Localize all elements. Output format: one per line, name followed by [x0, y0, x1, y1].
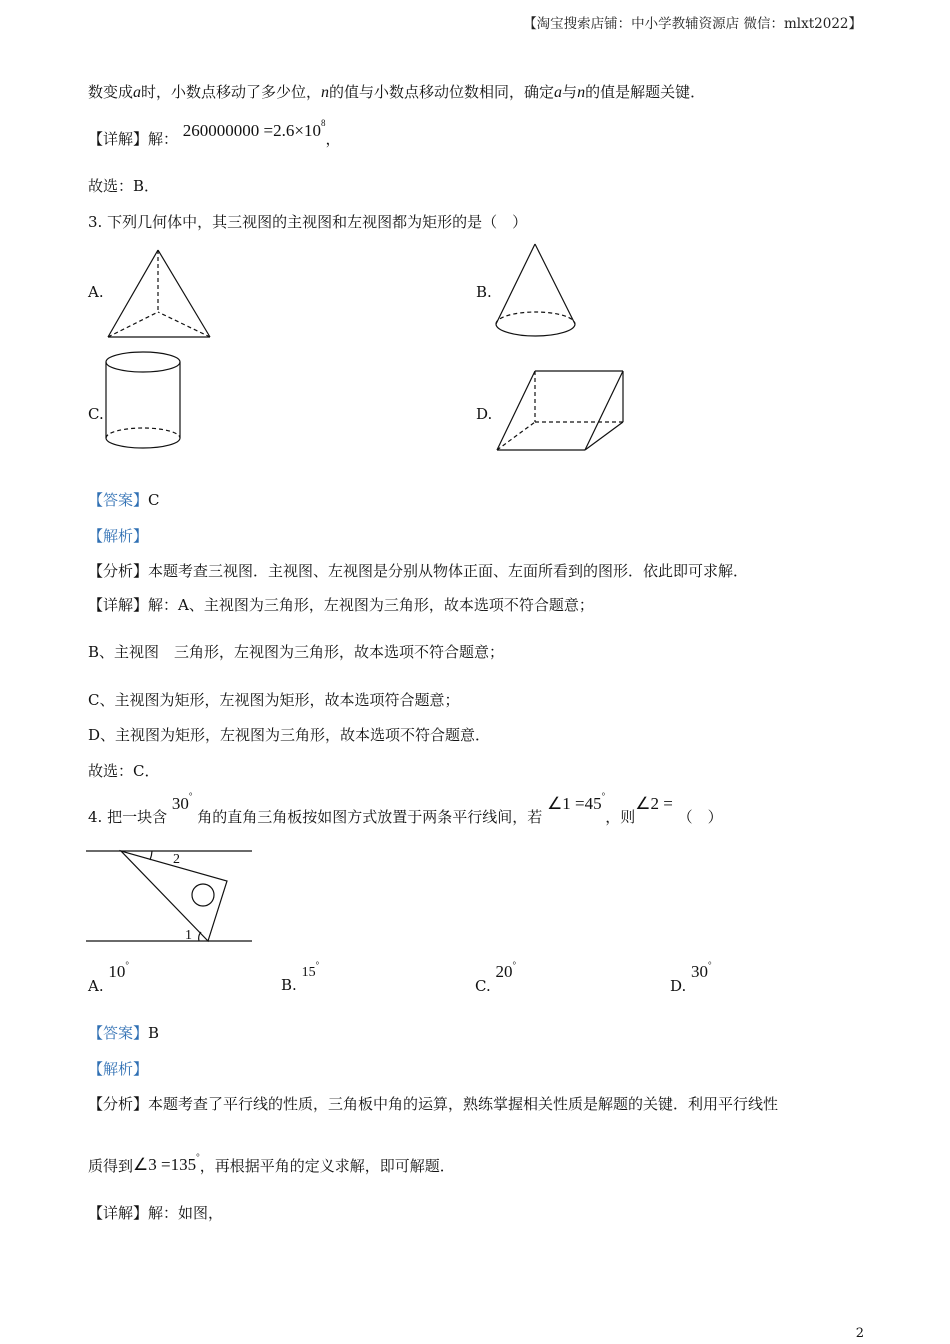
q3-detail-a	[88, 594, 594, 615]
formula-times: ×10	[294, 121, 321, 140]
q4-answer	[88, 1022, 159, 1043]
q3-stem: 3. 下列几何体中，其三视图的主视图和左视图都为矩形的是（ ）	[88, 213, 528, 231]
degree: °	[315, 960, 320, 970]
detail-label: 【详解】	[88, 1204, 149, 1222]
degree: °	[601, 791, 606, 801]
fenxi-label: 【分析】	[88, 1095, 149, 1113]
var-n: n	[321, 84, 330, 101]
angle1-arc	[199, 932, 201, 941]
degree: °	[512, 960, 517, 970]
ruler-hole	[192, 884, 214, 906]
q3-analysis-label: 【解析】	[88, 527, 149, 545]
text: 质得到	[88, 1157, 134, 1175]
base-back	[106, 428, 180, 438]
option-label: B.	[281, 976, 297, 994]
answer-label: 【答案】	[88, 491, 149, 509]
q3-option-a-label: A.	[88, 283, 104, 301]
degree: °	[708, 960, 712, 970]
detail-label: 【详解】解：	[88, 130, 179, 148]
degree: °	[188, 791, 193, 801]
cone-figure	[494, 242, 578, 338]
option-value	[108, 962, 129, 981]
text: ，再根据平角的定义求解，即可解题．	[199, 1157, 455, 1175]
q3-answer	[88, 489, 160, 510]
angle2-expr: ∠2 =	[635, 794, 673, 813]
q4-option-c	[475, 960, 517, 996]
angle-30	[171, 791, 193, 813]
top-ellipse	[106, 352, 180, 372]
value: 15	[301, 965, 316, 980]
angle3-expr	[133, 1152, 200, 1174]
q4-option-b	[281, 960, 320, 995]
angle2-label: 2	[173, 852, 180, 867]
var-n: n	[577, 84, 586, 101]
q3-detail-c: C、主视图为矩形，左视图为矩形，故本选项符合题意；	[88, 691, 460, 709]
detail-label: 【详解】	[88, 596, 149, 614]
option-label: A.	[88, 977, 104, 995]
value: 10	[108, 962, 126, 981]
q3-detail-d: D、主视图为矩形，左视图为三角形，故本选项不符合题意．	[88, 726, 491, 744]
answer-value: B	[148, 1024, 160, 1042]
base-back	[496, 312, 575, 324]
var-a: a	[133, 84, 142, 101]
value: ∠1 =45	[547, 794, 602, 813]
edge	[535, 244, 575, 324]
parallel-lines-triangle-figure	[86, 848, 254, 946]
text: 的值与小数点移动位数相同，确定	[329, 83, 555, 101]
q2-explanation-line	[88, 81, 705, 102]
angle1-label: 1	[185, 928, 192, 943]
degree: °	[196, 1152, 200, 1162]
hidden-edge	[497, 422, 535, 450]
q4-fenxi-line2	[88, 1152, 455, 1176]
option-value	[496, 962, 517, 981]
fenxi-text: 本题考查了平行线的性质，三角板中角的运算，熟练掌握相关性质是解题的关键．利用平行线性	[148, 1095, 779, 1113]
q3-detail-b: B、主视图 三角形，左视图为三角形，故本选项不符合题意；	[88, 643, 505, 661]
answer-value: C	[148, 491, 160, 509]
option-label: D.	[670, 977, 687, 995]
angle2-arc	[150, 851, 152, 860]
formula-eq: =2.6	[263, 121, 295, 140]
text: 4. 把一块含	[88, 808, 168, 826]
value: 20	[495, 962, 513, 981]
base-front	[106, 438, 180, 448]
text: 角的直角三角板按如图方式放置于两条平行线间，若	[197, 808, 543, 826]
text: 数变成	[88, 83, 134, 101]
var-a: a	[554, 84, 563, 101]
q3-conclusion: 故选：C．	[88, 762, 160, 780]
q2-formula	[182, 118, 326, 140]
value: ∠3 =135	[133, 1155, 197, 1174]
text: 与	[562, 83, 578, 101]
text: ，	[325, 130, 341, 148]
value: 30	[171, 794, 189, 813]
detail-text: 解：A、主视图为三角形，左视图为三角形，故本选项不符合题意；	[148, 596, 594, 614]
value: 30	[691, 962, 709, 981]
q4-detail	[88, 1202, 223, 1223]
option-label: C.	[475, 977, 491, 995]
q4-option-a	[88, 960, 129, 996]
q3-option-d-label: D.	[476, 405, 493, 423]
q3-option-c-label: C.	[88, 405, 104, 423]
text: ，则	[605, 808, 636, 826]
triangular-pyramid-figure	[106, 248, 212, 340]
edge	[497, 371, 535, 450]
text: （ ）	[677, 808, 723, 826]
cylinder-figure	[105, 350, 183, 454]
edge	[585, 422, 623, 450]
base-front	[496, 324, 575, 336]
page-number: 2	[855, 1326, 864, 1341]
degree: °	[125, 960, 129, 970]
q4-option-d	[670, 960, 712, 996]
q4-analysis-label: 【解析】	[88, 1060, 149, 1078]
q2-detail-line	[88, 118, 341, 149]
q3-option-b-label: B.	[476, 283, 492, 301]
text: 时，小数点移动了多少位，	[141, 83, 322, 101]
angle1-expr	[547, 791, 606, 813]
formula-lhs: 260000000	[182, 121, 260, 140]
fenxi-label: 【分析】	[88, 562, 149, 580]
option-value	[691, 962, 712, 981]
formula-exponent: 8	[320, 118, 326, 128]
q3-fenxi	[88, 560, 748, 581]
fenxi-text: 本题考查三视图．主视图、左视图是分别从物体正面、左面所看到的图形．依此即可求解．	[148, 562, 749, 580]
triangular-prism-figure	[495, 368, 627, 454]
answer-label: 【答案】	[88, 1024, 149, 1042]
edge	[585, 371, 623, 450]
option-value	[301, 960, 320, 980]
detail-text: 解：如图，	[148, 1204, 224, 1222]
text: 的值是解题关键．	[585, 83, 706, 101]
page-header: 【淘宝搜索店铺：中小学教辅资源店 微信：mlxt2022】	[523, 16, 862, 32]
q4-stem	[88, 791, 723, 827]
q2-conclusion: 故选：B．	[88, 177, 160, 195]
q4-fenxi-line1	[88, 1093, 778, 1114]
